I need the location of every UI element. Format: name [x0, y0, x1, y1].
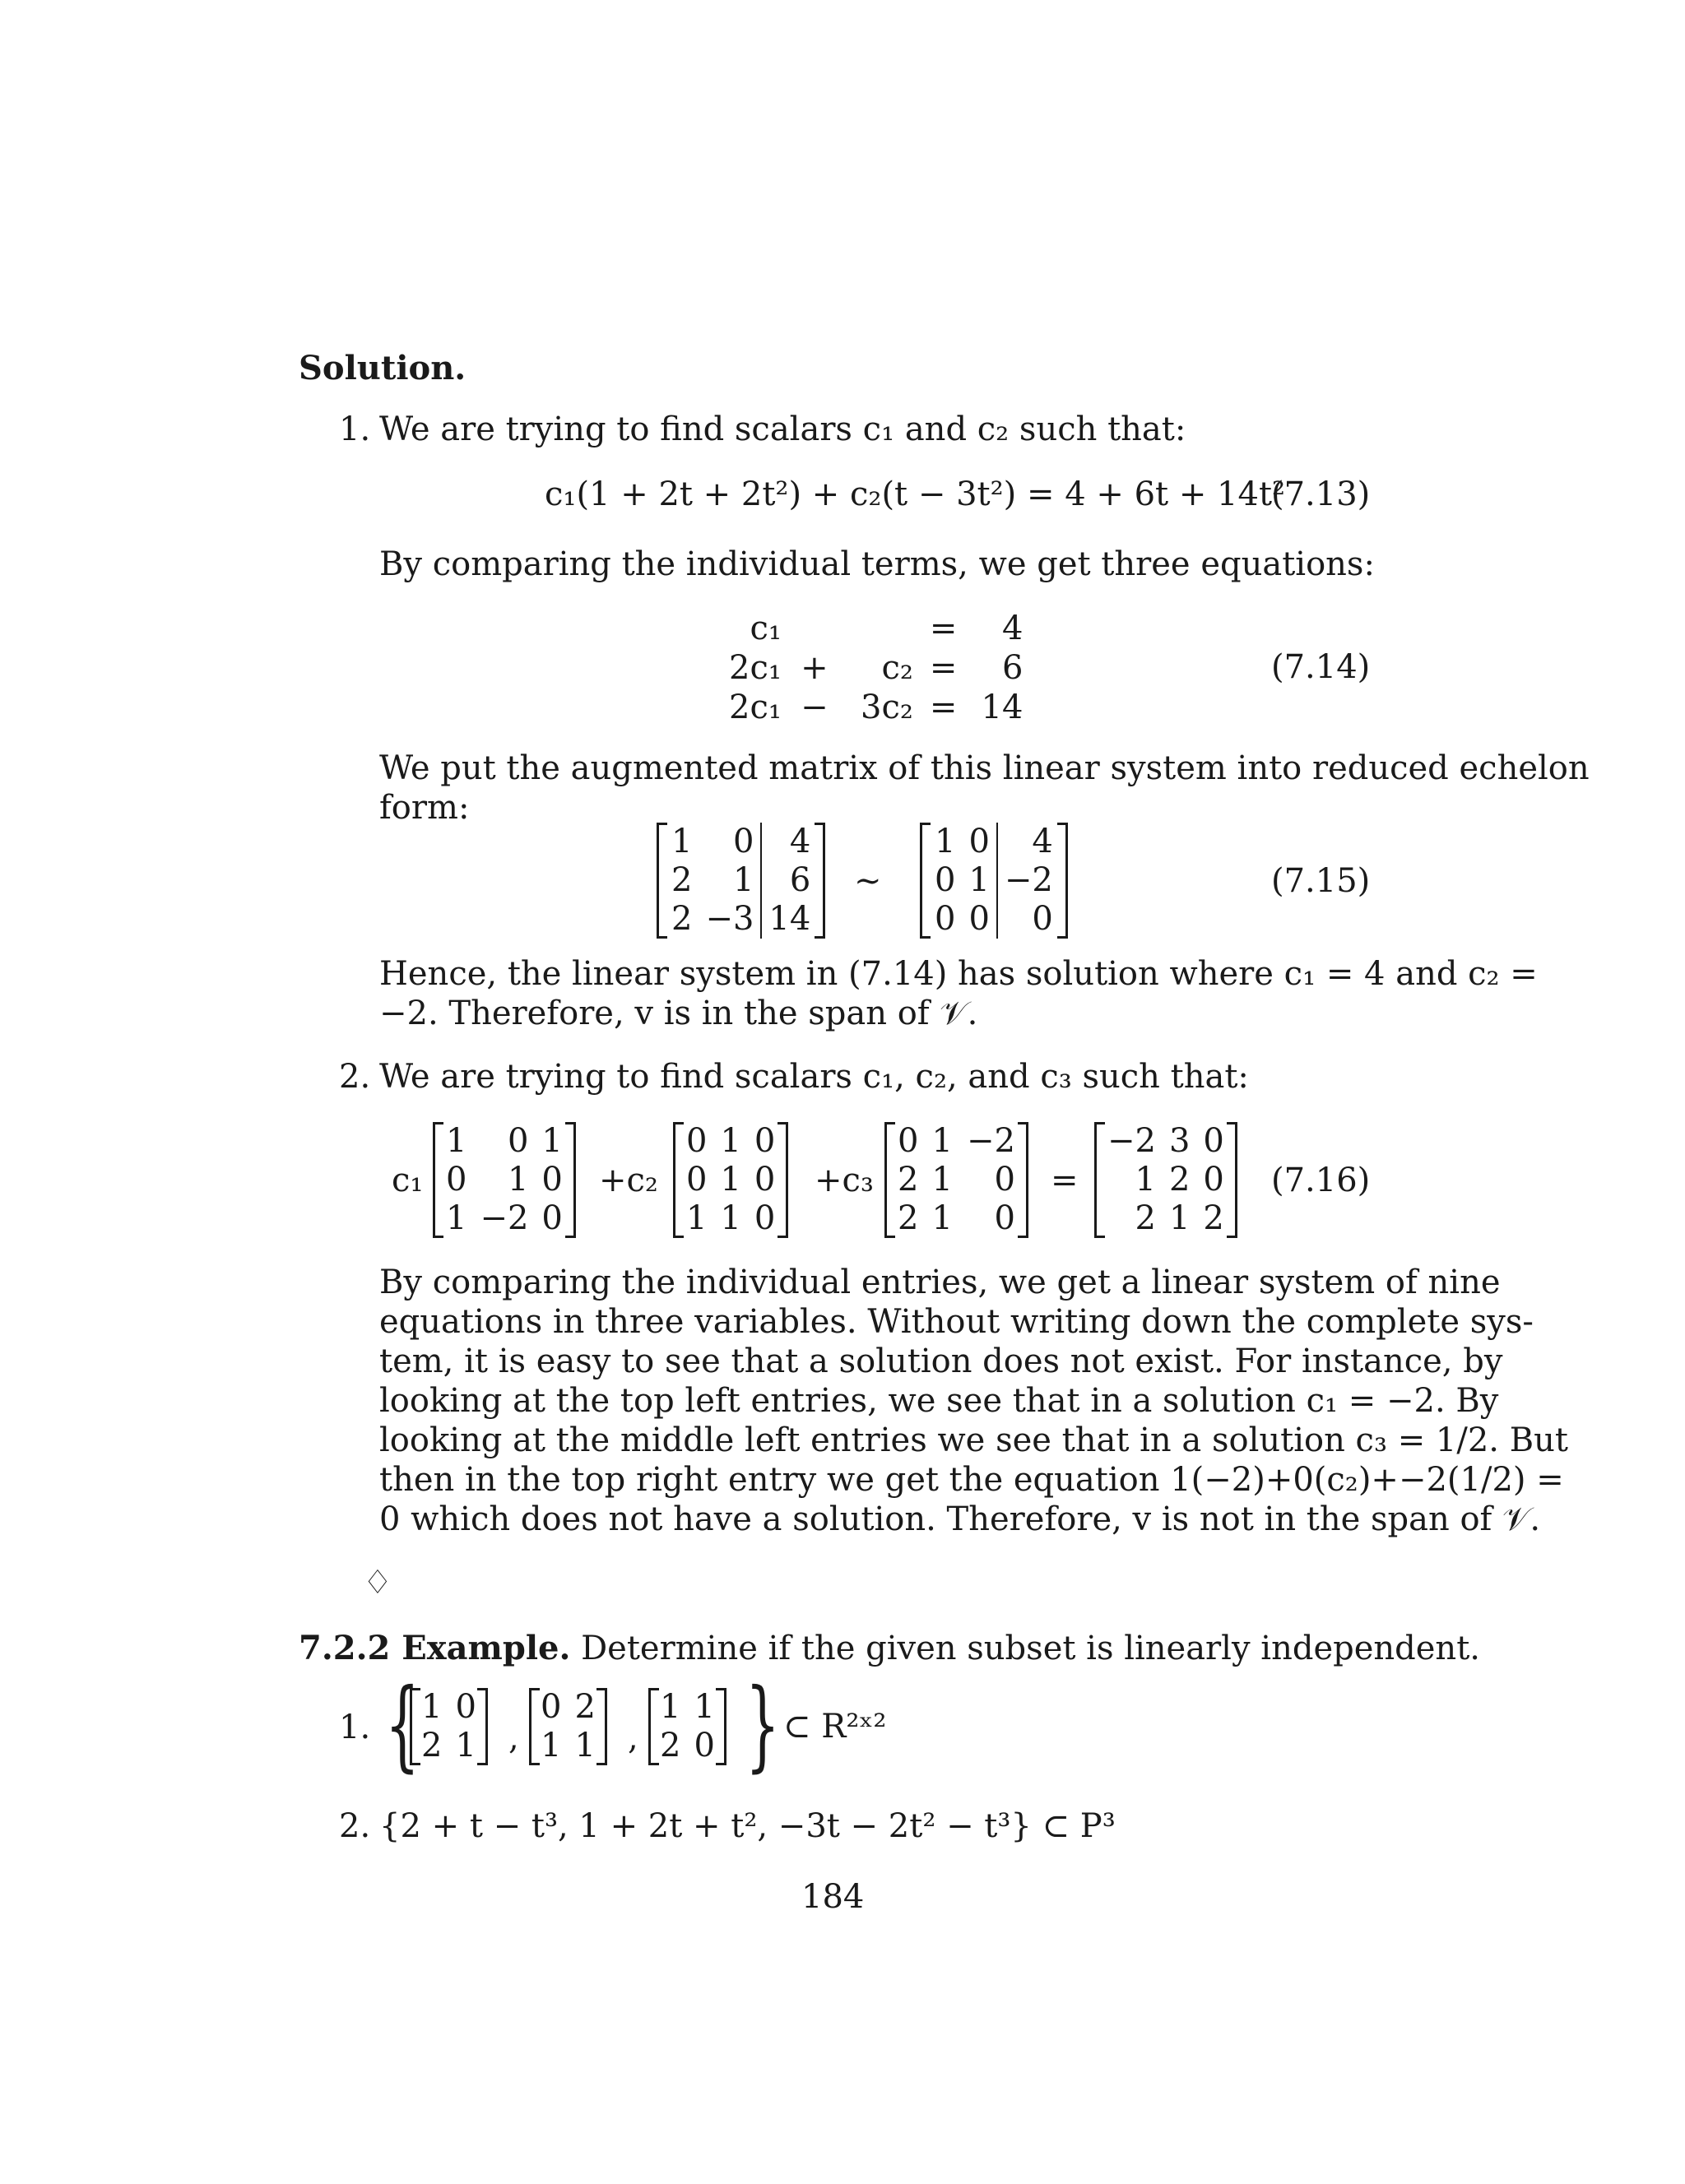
text-line: −2. Therefore, v is in the span of 𝒱. — [379, 995, 978, 1032]
matrix-cell: 0 — [994, 1161, 1015, 1199]
example-item2-number: 2. — [339, 1807, 371, 1845]
matrix-cell: 1 — [1168, 1199, 1191, 1237]
bracket-left — [920, 823, 931, 939]
system-cell: − — [801, 689, 829, 726]
matrix-cell: 0 — [1203, 1122, 1224, 1160]
matrix-cell: 0 — [1203, 1161, 1224, 1199]
bracket-right — [716, 1688, 726, 1765]
system-cell: 3c₂ — [861, 689, 913, 726]
matrix-cell: 0 — [686, 1161, 708, 1199]
matrix-cell: 1 — [694, 1688, 715, 1726]
matrix-cell: −2 — [966, 1122, 1015, 1160]
bracket-right — [1057, 823, 1068, 939]
text-line: then in the top right entry we get the equation 1(−2)+0(c₂)+−2(1/2) = — [379, 1461, 1564, 1499]
matrix-cell: 1 — [446, 1199, 467, 1237]
close-brace: } — [745, 1668, 780, 1783]
matrix-cell: 1 — [421, 1688, 443, 1726]
text-line: form: — [379, 789, 470, 827]
matrix-cell: 0 — [446, 1161, 467, 1199]
example-item1-number: 1. — [339, 1709, 371, 1746]
bracket-left — [673, 1122, 684, 1238]
text-line: equations in three variables. Without writing down the complete sys- — [379, 1303, 1534, 1341]
matrix-cell: 1 — [686, 1199, 708, 1237]
matrix-cell: 1 — [671, 823, 693, 860]
bracket-right — [565, 1122, 576, 1238]
comma: , — [628, 1719, 638, 1757]
page-number: 184 — [801, 1878, 865, 1916]
system-cell — [839, 609, 921, 648]
matrix-cell: 1 — [931, 1122, 953, 1160]
bracket-left — [1094, 1122, 1105, 1238]
matrix-cell: 0 — [754, 1161, 776, 1199]
comma: , — [508, 1719, 519, 1757]
matrix-cell: 3 — [1168, 1122, 1191, 1160]
matrix-cell: 1 — [931, 1199, 953, 1237]
matrix-cell: 0 — [541, 1161, 563, 1199]
bracket-right — [815, 823, 825, 939]
matrix-cell: 1 — [931, 1161, 953, 1199]
equation-system-7-14 — [721, 609, 1031, 727]
solution-heading: Solution. — [299, 349, 467, 387]
coefficient-c3: +c₃ — [815, 1162, 874, 1199]
bracket-left — [648, 1688, 659, 1765]
matrix-cell: 14 — [768, 900, 811, 938]
end-of-proof-symbol: ♢ — [363, 1564, 392, 1602]
text-line: We put the augmented matrix of this linear system into reduced echelon — [379, 749, 1590, 787]
matrix-cell: 1 — [660, 1688, 681, 1726]
set-matrix-3 — [648, 1688, 726, 1765]
system-cell: + — [801, 649, 829, 687]
matrix-cell: 4 — [789, 823, 811, 860]
item2-number: 2. — [339, 1058, 371, 1096]
matrix-cell: 0 — [1032, 900, 1053, 938]
system-row — [721, 648, 1031, 688]
matrix-cell: 1 — [1135, 1161, 1156, 1199]
system-row — [721, 609, 1031, 648]
matrix-cell: 1 — [720, 1199, 741, 1237]
matrix-cell: 1 — [541, 1727, 562, 1764]
matrix-cell: 2 — [1168, 1161, 1191, 1199]
matrix-4 — [1094, 1122, 1237, 1238]
set-matrix-1 — [410, 1688, 488, 1765]
matrix-2 — [673, 1122, 788, 1238]
matrix-cell: 0 — [699, 823, 761, 861]
matrix-cell: 1 — [507, 1161, 529, 1199]
bracket-right — [596, 1688, 607, 1765]
set-matrix-2 — [529, 1688, 607, 1765]
matrix-cell: 1 — [935, 823, 956, 860]
bracket-right — [1018, 1122, 1028, 1238]
system-row — [721, 688, 1031, 727]
matrix-cell: 2 — [574, 1688, 596, 1726]
system-cell: 6 — [1001, 649, 1024, 687]
bracket-right — [1227, 1122, 1237, 1238]
bracket-right — [778, 1122, 788, 1238]
matrix-cell: 0 — [541, 1199, 563, 1237]
bracket-left — [529, 1688, 540, 1765]
matrix-cell: 1 — [446, 1122, 467, 1160]
matrix-cell: 1 — [455, 1727, 476, 1764]
augmented-paragraph — [379, 749, 1590, 828]
equation-label-7-15: (7.15) — [1271, 862, 1371, 900]
matrix-cell: 2 — [421, 1727, 443, 1764]
system-cell: 14 — [981, 689, 1024, 726]
equation-label-7-14: (7.14) — [1271, 648, 1371, 686]
matrix-cell: 2 — [898, 1199, 919, 1237]
equals-sign: = — [1051, 1162, 1079, 1199]
system-cell — [790, 609, 839, 648]
matrix-cell: 0 — [754, 1122, 776, 1160]
matrix-cell: −2 — [1004, 861, 1053, 899]
matrix-cell: 1 — [699, 861, 761, 900]
matrix-cell: 0 — [541, 1688, 562, 1726]
matrix-cell: 2 — [1203, 1199, 1224, 1237]
matrix-cell: −2 — [1107, 1122, 1156, 1160]
matrix-cell: 0 — [962, 823, 996, 861]
matrix-cell: 4 — [1032, 823, 1053, 860]
matrix-cell: 1 — [574, 1727, 596, 1764]
bracket-left — [884, 1122, 895, 1238]
bracket-left — [433, 1122, 443, 1238]
item1-intro: We are trying to find scalars c₁ and c₂ such that: — [379, 410, 1186, 448]
matrix-cell: 2 — [660, 1727, 681, 1764]
text-line: tem, it is easy to see that a solution does not exist. For instance, by — [379, 1342, 1503, 1380]
matrix-cell: 0 — [935, 900, 956, 938]
bracket-right — [477, 1688, 488, 1765]
system-cell: c₂ — [881, 649, 913, 687]
matrix-cell: 0 — [455, 1688, 476, 1726]
matrix-cell: 2 — [671, 900, 693, 938]
matrix-cell: 2 — [898, 1161, 919, 1199]
system-cell: 4 — [1001, 610, 1024, 647]
text-line: looking at the middle left entries we see that in a solution c₃ = 1/2. But — [379, 1421, 1568, 1459]
equation-7-13: c₁(1 + 2t + 2t²) + c₂(t − 3t²) = 4 + 6t + 14t² — [545, 475, 1286, 513]
bracket-left — [410, 1688, 420, 1765]
matrix-cell: 0 — [507, 1122, 529, 1160]
example-title: 7.2.2 Example. — [299, 1629, 571, 1667]
example-text: Determine if the given subset is linearly independent. — [581, 1630, 1480, 1667]
matrix-cell: 0 — [962, 900, 996, 939]
matrix-cell: 0 — [994, 1199, 1015, 1237]
matrix-3 — [884, 1122, 1028, 1238]
matrix-cell: 2 — [1135, 1199, 1156, 1237]
example-item2-text: {2 + t − t³, 1 + 2t + t², −3t − 2t² − t³} ⊂ P³ — [379, 1807, 1116, 1845]
matrix-cell: 1 — [541, 1122, 563, 1160]
coefficient-c2: +c₂ — [599, 1162, 658, 1199]
matrix-cell: −2 — [480, 1199, 529, 1237]
text-line: looking at the top left entries, we see that in a solution c₁ = −2. By — [379, 1382, 1499, 1420]
system-cell: = — [929, 689, 958, 726]
text-line: 0 which does not have a solution. Therefore, v is not in the span of 𝒱. — [379, 1500, 1541, 1538]
text-line: Hence, the linear system in (7.14) has solution where c₁ = 4 and c₂ = — [379, 955, 1538, 993]
matrix-cell: 2 — [671, 861, 693, 899]
item1-compare-text: By comparing the individual terms, we get three equations: — [379, 545, 1375, 583]
system-cell: = — [929, 610, 958, 647]
coefficient-c1: c₁ — [392, 1162, 424, 1199]
augmented-matrix-reduced — [920, 823, 1068, 939]
hence-paragraph — [379, 954, 1538, 1033]
subset-symbol: ⊂ R²ˣ² — [783, 1708, 887, 1746]
item2-paragraph — [379, 1263, 1568, 1539]
system-cell: c₁ — [750, 610, 782, 647]
matrix-1 — [433, 1122, 576, 1238]
equation-label-7-13: (7.13) — [1271, 475, 1371, 513]
open-brace: { — [385, 1668, 420, 1783]
text-line: By comparing the individual entries, we get a linear system of nine — [379, 1264, 1501, 1301]
system-cell: 2c₁ — [729, 649, 782, 687]
matrix-cell: 0 — [935, 861, 956, 899]
matrix-cell: 0 — [754, 1199, 776, 1237]
matrix-cell: 0 — [686, 1122, 708, 1160]
matrix-cell: 1 — [720, 1161, 741, 1199]
matrix-cell: 6 — [789, 861, 811, 899]
matrix-cell: 0 — [898, 1122, 919, 1160]
matrix-cell: 0 — [694, 1727, 715, 1764]
matrix-cell: 1 — [962, 861, 996, 900]
matrix-cell: 1 — [720, 1122, 741, 1160]
system-cell: = — [929, 649, 958, 687]
item2-intro: We are trying to find scalars c₁, c₂, and c₃ such that: — [379, 1058, 1249, 1096]
item1-number: 1. — [339, 410, 371, 448]
system-cell: 2c₁ — [729, 689, 782, 726]
tilde-symbol: ∼ — [854, 862, 882, 900]
equation-label-7-16: (7.16) — [1271, 1162, 1371, 1199]
augmented-matrix-original — [657, 823, 825, 939]
matrix-cell: −3 — [699, 900, 761, 939]
bracket-left — [657, 823, 667, 939]
